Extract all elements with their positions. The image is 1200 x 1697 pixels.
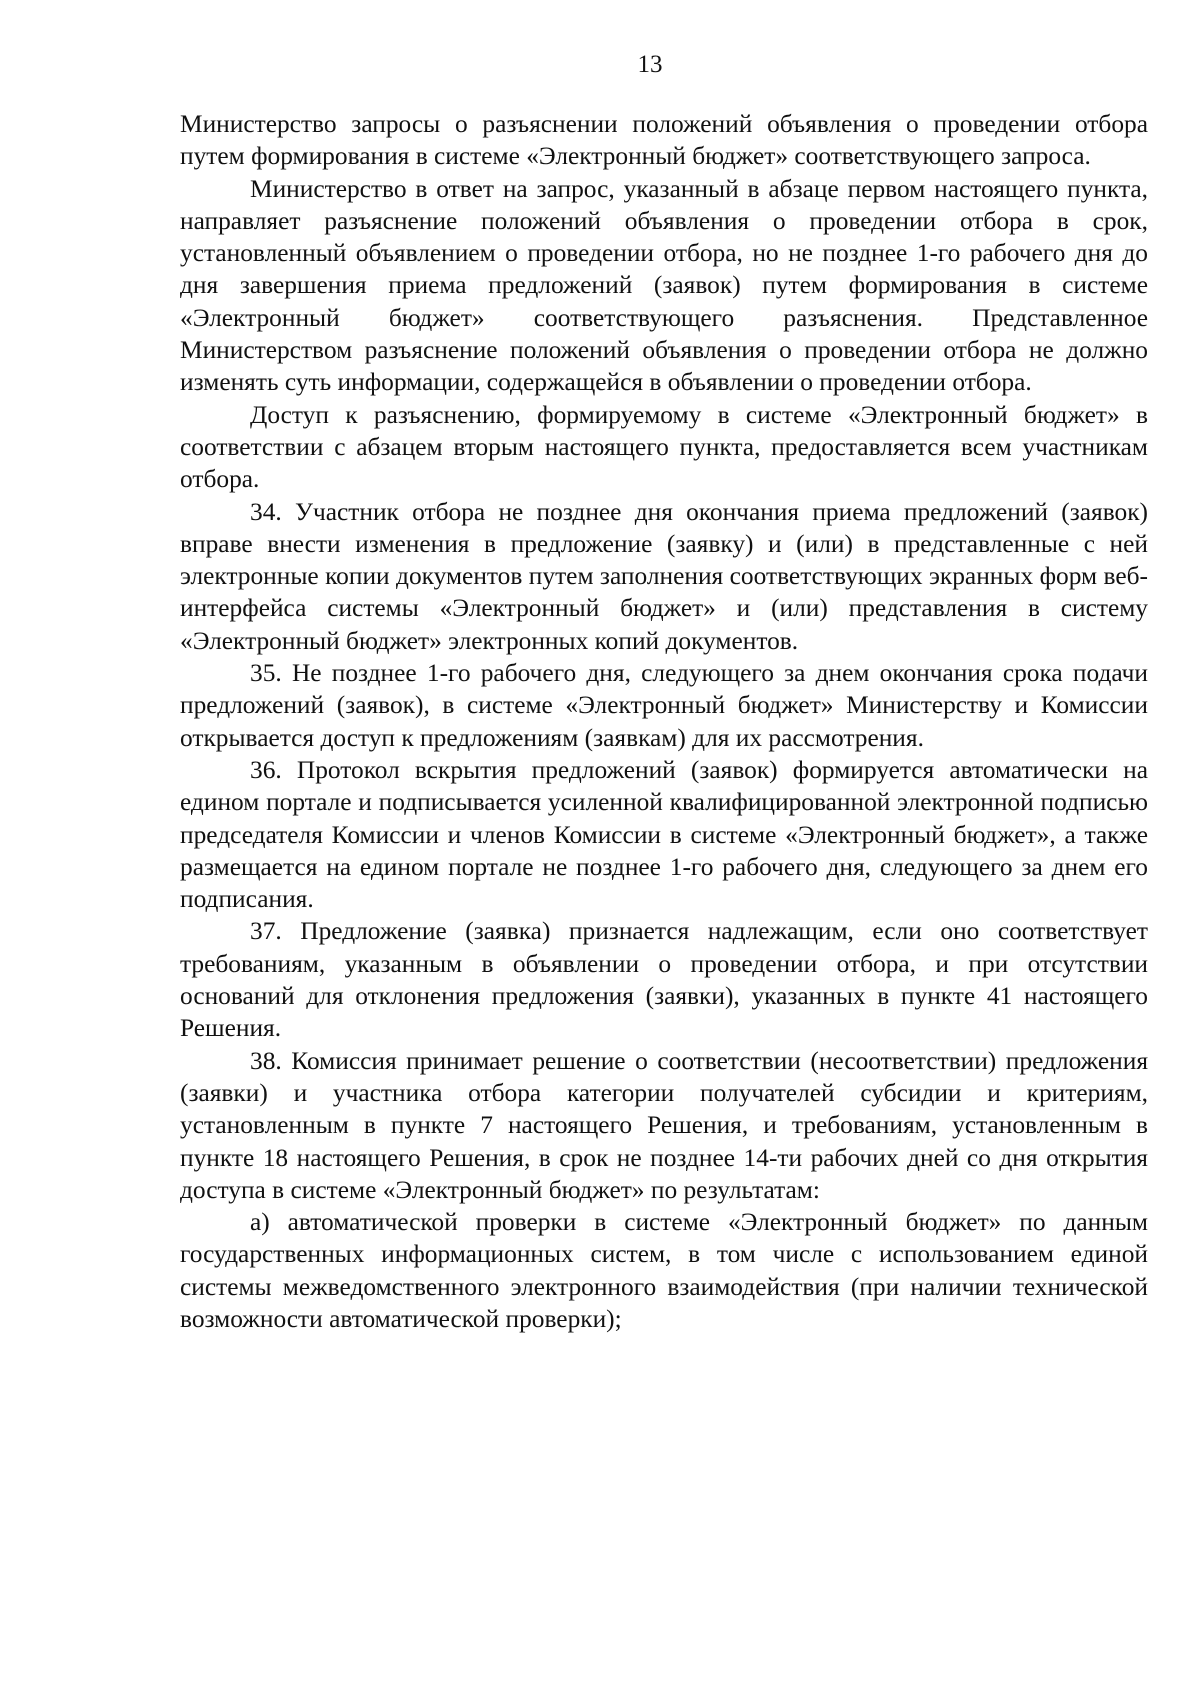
paragraph: 37. Предложение (заявка) признается надлежащим, если оно соответствует требованиям, указанным в объявлении о проведении отбора, и при отсутствии оснований для отклонения предложения (заявки), указанных в пункте 41 настоящего Решения. <box>180 917 1148 1043</box>
paragraph: Министерство в ответ на запрос, указанный в абзаце первом настоящего пункта, направляет разъяснение положений объявления о проведении отбора в срок, установленный объявлением о проведении отбора, но не позднее 1-го рабочего дня до дня завершения приема предложений (заявок) путем формирования в системе «Электронный бюджет» соответствующего разъяснения. Представленное Министерством разъяснение положений объявления о проведении отбора не должно изменять суть информации, содержащейся в объявлении о проведении отбора. <box>180 174 1148 397</box>
paragraph: а) автоматической проверки в системе «Электронный бюджет» по данным государственных информационных систем, в том числе с использованием единой системы межведомственного электронного взаимодействия (при наличии технической возможности автоматической проверки); <box>180 1208 1148 1333</box>
page-number: 13 <box>637 51 663 78</box>
paragraph: Министерство запросы о разъяснении положений объявления о проведении отбора путем формирования в системе «Электронный бюджет» соответствующего запроса. <box>180 110 1148 171</box>
paragraph: 38. Комиссия принимает решение о соответствии (несоответствии) предложения (заявки) и участника отбора категории получателей субсидии и критериям, установленным в пункте 7 настоящего Решения, и требованиям, установленным в пункте 18 настоящего Решения, в срок не позднее 14-ти рабочих дней со дня открытия доступа в системе «Электронный бюджет» по результатам: <box>180 1046 1148 1204</box>
paragraph: 35. Не позднее 1-го рабочего дня, следующего за днем окончания срока подачи предложений (заявок), в системе «Электронный бюджет» Министерству и Комиссии открывается доступ к предложениям (заявкам) для их рассмотрения. <box>180 659 1148 752</box>
document-body <box>180 108 1148 1335</box>
paragraph: Доступ к разъяснению, формируемому в системе «Электронный бюджет» в соответствии с абзацем вторым настоящего пункта, предоставляется всем участникам отбора. <box>180 400 1148 494</box>
paragraph: 36. Протокол вскрытия предложений (заявок) формируется автоматически на едином портале и подписывается усиленной квалифицированной электронной подписью председателя Комиссии и членов Комиссии в системе «Электронный бюджет», а также размещается на едином портале не позднее 1-го рабочего дня, следующего за днем его подписания. <box>180 755 1148 914</box>
paragraph: 34. Участник отбора не позднее дня окончания приема предложений (заявок) вправе внести изменения в предложение (заявку) и (или) в представленные с ней электронные копии документов путем заполнения соответствующих экранных форм веб-интерфейса системы «Электронный бюджет» и (или) представления в систему «Электронный бюджет» электронных копий документов. <box>180 497 1148 655</box>
